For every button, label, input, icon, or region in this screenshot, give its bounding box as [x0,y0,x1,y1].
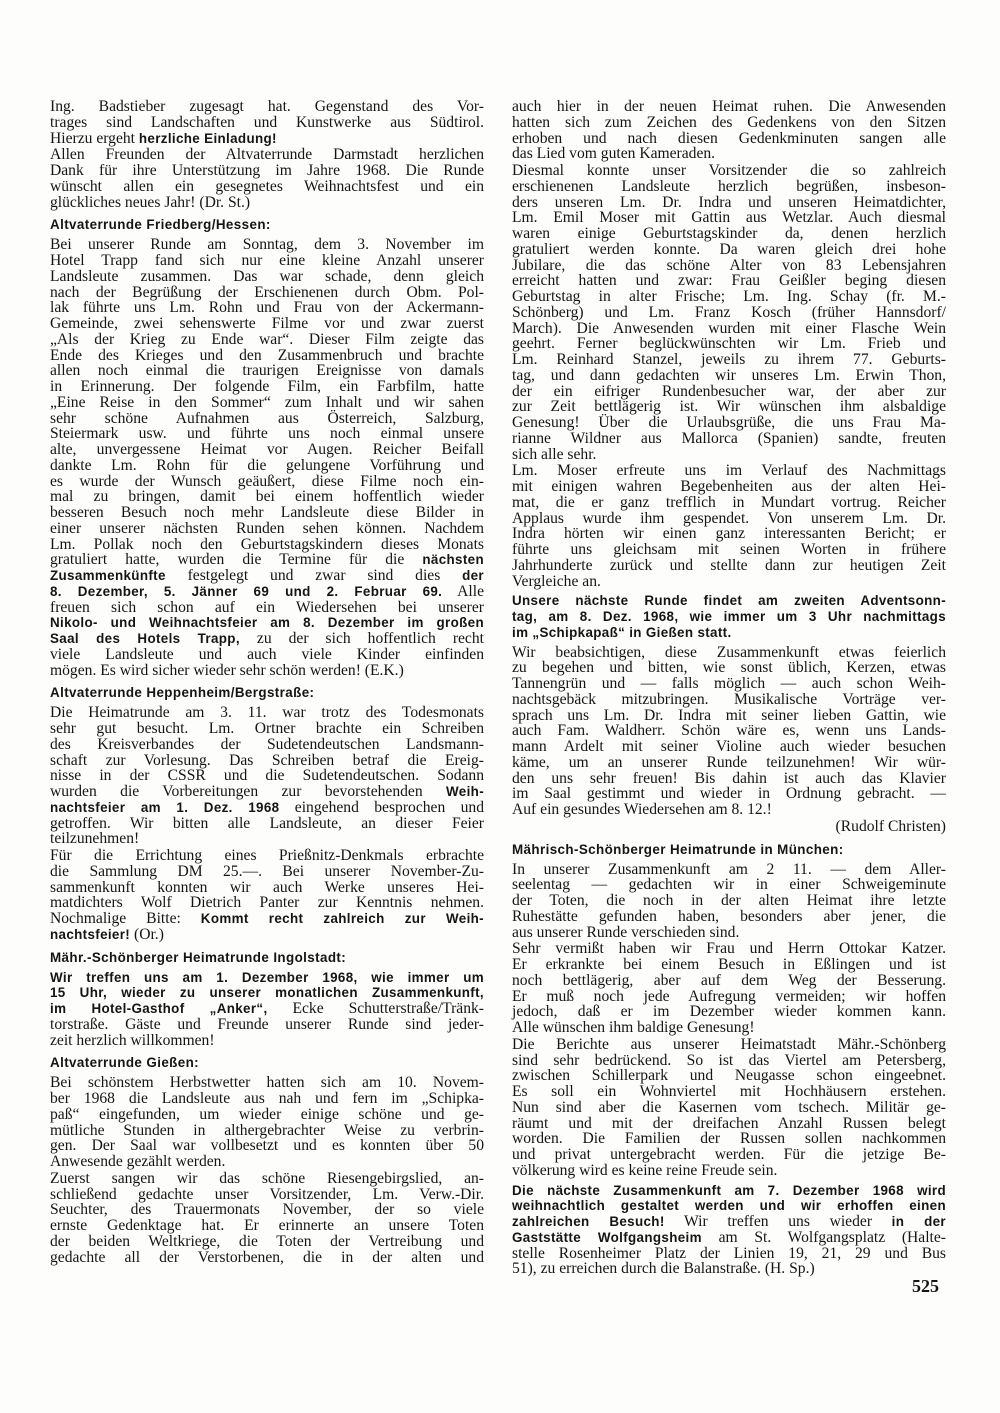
text-line: völkerung wird es keine reine Freude sein. [512,1161,778,1179]
paragraph [50,237,484,678]
text-line: Wir beabsichtigen, diese Zusammenkunft etwas feierlich [512,643,946,661]
text-line: Bei unserer Runde am Sonntag, dem 3. November im [50,236,484,254]
text-line: mögen. Es wird sicher wieder sehr schön werden! (E.K.) [50,661,404,679]
text-line: Anwesende gezählt werden. [50,1153,226,1170]
text-line: torstraße. Gäste und Freunde unserer Runde sind jeder- [50,1015,484,1033]
text-line: besseren Besuch noch mehr Landsleute diese Bilder in [50,504,484,521]
bold-text: Kommt recht zahlreich zur Weih- [200,911,484,926]
text-line: Zusammenkünfte festgelegt und zwar sind dies der [50,567,484,584]
text-line: es wurde der Wunsch geäußert, diese Filme noch ein- [50,472,484,490]
text-line: geehrt. Ferner beglückwünschten wir Lm. Frieb und [512,335,946,353]
text-line: Schönberg) und Lm. Franz Kosch (früher Hannsdorf/ [512,303,946,321]
text-line: mal zu bringen, damit bei einem hoffentlich wieder [50,488,484,506]
text-line: nachtsfeier! (Or.) [50,925,164,943]
paragraph [50,848,484,943]
text-line: Seuchter, des Trauermonats November, der so viele [50,1201,484,1219]
text-line: mat, die er ganz trefflich in Mundart vortrug. Reicher [512,493,946,511]
text-line: wurden die Vorbereitungen zur bevorstehenden Weih- [50,783,484,800]
text-line: den uns sehr freuen! Bis dahin ist auch das Klavier [512,769,946,787]
paragraph [512,1037,946,1179]
text-line: mann Ardelt mit seiner Violine auch wieder besuchen [512,738,946,755]
text-line: stelle Rosenheimer Platz der Linien 19, 21, 29 und Bus [512,1244,946,1262]
text-line: Ing. Badstieber zugesagt hat. Gegenstand des Vor- [50,98,484,115]
text-line: nach der Begrüßung der Erschienenen durch Obm. Pol- [50,283,484,301]
text-line: auch Fam. Waldherr. Schön wäre es, wenn uns Lands- [512,722,946,740]
text-line: sprach uns Lm. Dr. Indra mit seiner lieben Gattin, wie [512,706,946,724]
text-line: Jahrhunderte zurück und stellte dann zur heutigen Zeit [512,556,946,574]
text-line: sind sehr bedrückend. So ist das Viertel am Petersberg, [512,1051,946,1069]
text-line [512,1183,946,1199]
text-line: Nochmalige Bitte: Kommt recht zahlreich zur Weih- [50,910,484,927]
text-line: räumt und mit der dreifachen Anzahl Russen belegt [512,1114,946,1132]
text-line: im Hotel-Gasthof „Anker“, Ecke Schutterstraße/Tränk- [50,1000,484,1017]
bold-text: Zusammenkünfte [50,568,166,583]
bold-text: zahlreichen Besuch! [512,1214,665,1229]
text-line: im Saal gestimmt und wieder in Ordnung gebracht. — [512,785,946,803]
text-line: Gaststätte Wolfgangsheim am St. Wolfgangsplatz (Halte- [512,1228,946,1246]
text-line: wünscht allen ein gesegnetes Weihnachtsfest und ein [50,177,484,195]
text-line: Für die Errichtung eines Prießnitz-Denkmals erbrachte [50,847,484,864]
text-line: sehr schöne Aufnahmen aus Österreich, Salzburg, [50,409,484,427]
text-line: das Lied vom guten Kameraden. [512,145,716,163]
text-line: die Sammlung DM 25.—. Bei unserer November-Zu- [50,862,484,880]
text-line: „Als der Krieg zu Ende war“. Dieser Film zeigte das [50,330,484,348]
text-line: erschienenen Landsleute herzlich begrüßen, insbeson- [512,177,946,195]
text-line: Bei schönstem Herbstwetter hatten sich am 10. Novem- [50,1074,484,1092]
text-line: Er muß noch jede Aufregung vermeiden; wir hoffen [512,987,946,1005]
text-line: mit einigen wahren Begebenheiten aus der alten Hei- [512,478,946,495]
text-line: dankte Lm. Rohn für die gelungene Vorführung und [50,456,484,474]
text-line: Zuerst sangen wir das schöne Riesengebirgslied, an- [50,1169,484,1187]
text-line: gen. Der Saal war vollbesetzt und es konnten über 50 [50,1137,484,1155]
text-line: ernste Gedenktage hat. Er erinnerte an unsere Toten [50,1217,484,1234]
paragraph [512,163,946,462]
section-heading: Altvaterrunde Friedberg/Hessen: [50,217,271,233]
author-signature [512,819,946,835]
text-line: zwischen Schillerpark und Neugasse schon eingeebnet. [512,1067,946,1085]
text-line: trages sind Landschaften und Kunstwerke aus Südtirol. [50,113,484,131]
text-line: allen noch einmal die traurigen Ereignisse von damals [50,362,484,380]
text-line: käme, um an unserer Runde teilzunehmen! Wir wür- [512,753,946,771]
text-line: viele Landsleute und auch viele Kinder einfinden [50,645,484,663]
section-heading: Mähr.-Schönberger Heimatrunde Ingolstadt: [50,949,347,965]
text-line: zur Zeit bettlägerig ist. Wir wünschen ihm alsbaldige [512,398,946,416]
text-line: der beiden Weltkriege, die Toten der Vertreibung und [50,1232,484,1250]
text-line: Applaus wurde ihm gespendet. Von unserem Lm. Dr. [512,509,946,527]
text-line: hatten sich zum Zeichen des Gedenkens von den Sitzen [512,113,946,131]
text-line: Nun sind aber die Kasernen vom tschech. Militär ge- [512,1098,946,1116]
text-line: March). Die Anwesenden wurden mit einer Flasche Wein [512,319,946,337]
text-line: „Eine Reise in den Sommer“ zum Inhalt und wir sahen [50,393,484,411]
bold-text: Die nächste Zusammenkunft am 7. Dezember 1968 wird [512,1182,946,1198]
paragraph [50,1171,484,1266]
text-line: Tannengrün und — falls möglich — auch schon Weih- [512,675,946,692]
text-line: nachtsgebäck mitzubringen. Musikalische Vorträge ver- [512,690,946,708]
text-line: nisse in der CSSR und die Sudetendeutschen. Sodann [50,767,484,785]
page-number: 525 [912,1276,939,1296]
text-line: matdichters Wolf Dietrich Panter zur Kenntnis nehmen. [50,894,484,912]
text-line: Ruhestätte gefunden haben, besonders aber jener, die [512,907,946,925]
paragraph [512,645,946,818]
text-line: rianne Wildner aus Mallorca (Spanien) sandte, freuten [512,429,946,447]
text-line: Die Heimatrunde am 3. 11. war trotz des Todesmonats [50,704,484,722]
text-line: der Toten, die noch in der alten Heimat ihre letzte [512,892,946,909]
text-line: einer unserer nächsten Runden sehen können. Nachdem [50,519,484,537]
bold-text: herzliche Einladung! [138,130,277,146]
text-line: zahlreichen Besuch! Wir treffen uns wieder in der [512,1213,946,1230]
bold-text: Wir treffen uns am 1. Dezember 1968, wie immer um [50,969,484,985]
text-line: Dank für ihre Unterstützung im Jahre 1968. Die Runde [50,162,484,179]
section-heading: Mährisch-Schönberger Heimatrunde in München: [512,841,844,857]
text-line: freuen sich schon auf ein Wiedersehen bei unserer [50,598,484,616]
text-line: zeit herzlich willkommen! [50,1031,215,1049]
text-line: Unsere nächste Runde findet am zweiten Adventsonn- [512,593,946,609]
text-line: Indra hörten wir einen ganz interessanten Bericht; er [512,525,946,543]
text-line: in Erinnerung. Der folgende Film, ein Farbfilm, hatte [50,378,484,395]
paragraph [512,941,946,1036]
text-line: Vergleiche an. [512,572,601,590]
text-line: schaft zur Vorlesung. Das Schreiben betraf die Ereig- [50,751,484,769]
text-line: gratuliert hatte, wurden die Termine für die nächsten [50,551,484,569]
text-line [50,615,484,631]
text-line: nachtsfeier am 1. Dez. 1968 eingehend besprochen und [50,798,484,816]
bold-text: in der [891,1214,946,1229]
text-line: auch hier in der neuen Heimat ruhen. Die Anwesenden [512,98,946,115]
bold-text: 15 Uhr, wieder zu unserer monatlichen Zusammenkunft, [50,985,484,1001]
text-line: Es soll ein Wohnviertel mit Hochhäusern erstehen. [512,1083,946,1100]
text-line: Lm. Pollak noch den Geburtstagskindern dieses Monats [50,535,484,553]
text-line: Jubilare, die das schöne Alter von 83 Lebensjahren [512,256,946,274]
text-line: gratuliert werden konnte. Da waren gleich drei hohe [512,240,946,258]
paragraph [50,1075,484,1170]
paragraph [512,862,946,941]
text-line: Die Berichte aus unserer Heimatstadt Mähr.-Schönberg [512,1035,946,1053]
text-line: Lm. Reinhard Stanzel, jeweils zu ihrem 77. Geburts- [512,351,946,368]
text-line: tag, und dann gedachten wir unseres Lm. Erwin Thon, [512,366,946,384]
text-line: Gemeinde, zwei sehenswerte Filme vor und zwar zuerst [50,315,484,332]
text-line: sich alle sehr. [512,445,597,463]
paragraph [50,147,484,210]
text-line: sehr gut besucht. Lm. Ortner brachte ein Schreiben [50,720,484,737]
text-line: teilzunehmen! [50,830,140,848]
bold-text: nächsten [422,552,484,568]
bold-text: Weih- [446,784,484,799]
bold-text: 8. Dezember, 5. Jänner 69 und 2. Februar 69. [50,583,443,599]
paragraph [512,1183,946,1278]
right-column [512,99,946,1278]
text-line: Ende des Krieges und den Zusammenbruch und brachte [50,346,484,364]
bold-text: Gaststätte Wolfgangsheim [512,1229,702,1245]
paragraph [512,463,946,589]
text-line: zu begehen und bitten, wie sonst üblich, Kerzen, etwas [512,659,946,677]
text-line: Auf ein gesundes Wiedersehen am 8. 12.! [512,801,772,818]
text-line: jedoch, daß er im Dezember wieder kommen kann. [512,1003,946,1021]
text-line: Allen Freunden der Altvaterrunde Darmstadt herzlichen [50,146,484,164]
text-line: Steiermark usw. und führte uns noch einmal unsere [50,425,484,443]
text-line: lak führte uns Lm. Rohn und Frau von der Ackermann- [50,299,484,317]
paragraph [50,970,484,1049]
text-line: tag, am 8. Dez. 1968, wie immer um 3 Uhr nachmittags [512,609,946,624]
text-line: gedachte all der Verstorbenen, die in der alten und [50,1248,484,1266]
text-line: worden. Die Familien der Russen sollen nachkommen [512,1130,946,1148]
text-line: im „Schipkapaß“ in Gießen statt. [512,624,732,640]
paragraph [50,705,484,847]
text-line: mütliche Stunden in althergebrachter Weise zu verbrin- [50,1121,484,1139]
text-line: waren einige Geburtstagskinder da, denen herzlich [512,225,946,242]
bold-text: der [462,568,484,583]
text-line: Hotel Trapp fand sich nur eine kleine Anzahl unserer [50,252,484,269]
text-line: Lm. Emil Moser mit Gattin aus Wetzlar. Auch diesmal [512,209,946,227]
text-line: Landsleute zusammen. Das war schade, denn gleich [50,267,484,285]
bold-text: Saal des Hotels Trapp, [50,631,240,646]
text-line: In unserer Zusammenkunft am 2 11. — dem Aller- [512,860,946,878]
text-line: aus unserer Runde verschieden sind. [512,923,740,941]
text-line: Lm. Moser erfreute uns im Verlauf des Nachmittags [512,462,946,480]
text-line: (Rudolf Christen) [835,817,946,835]
text-line: alte, unvergessene Heimat vor Augen. Reicher Beifall [50,441,484,458]
text-line: 8. Dezember, 5. Jänner 69 und 2. Februar 69. Alle [50,582,484,600]
text-line: Geburtstag in alter Frische; Lm. Ing. Schay (fr. M.- [512,288,946,305]
text-line: Saal des Hotels Trapp, zu der sich hoffentlich recht [50,630,484,647]
text-line: Er erkrankte bei einem Besuch in Eßlingen und ist [512,956,946,973]
bold-text: nachtsfeier am 1. Dez. 1968 [50,799,280,815]
text-line: schließend gedachte unser Vorsitzender, Lm. Verw.-Dir. [50,1185,484,1203]
text-line [50,970,484,986]
text-line: noch bettlägerig, aber auf dem Weg der Besserung. [512,971,946,989]
text-line: Sehr vermißt haben wir Frau und Herrn Ottokar Katzer. [512,940,946,958]
text-line: erhoben und nach diesen Gedenkminuten sangen alle [512,129,946,147]
bold-text: im Hotel-Gasthof „Anker“, [50,1001,268,1016]
paragraph [512,99,946,162]
text-line: ders unseren Lm. Dr. Indra und unseren Heimatdichter, [512,193,946,211]
text-line: getroffen. Wir bitten alle Landsleute, an dieser Feier [50,814,484,832]
bold-text: nachtsfeier! [50,926,131,942]
text-line: führte uns gleichsam mit seinen Worten in frühere [512,541,946,558]
text-line: und privat untergebracht werden. Für die jetzige Be- [512,1146,946,1163]
text-line: Diesmal konnte unser Vorsitzender die so zahlreich [512,162,946,179]
text-line: paß“ eingefunden, um wieder einige schöne und ge- [50,1105,484,1123]
bold-text: Nikolo- und Weihnachtsfeier am 8. Dezember im großen [50,615,484,631]
text-line: glückliches neues Jahr! (Dr. St.) [50,193,251,211]
text-line: sammenkunft konnten wir auch Werke unseres Hei- [50,878,484,896]
text-line: erreicht hatten und zwar: Frau Geißler beging diesen [512,272,946,290]
text-line: 51), zu erreichen durch die Balanstraße. (H. Sp.) [512,1260,815,1278]
left-column [50,99,484,1266]
paragraph [50,99,484,146]
text-line: Hierzu ergeht herzliche Einladung! [50,129,277,147]
text-line: des Kreisverbandes der Sudetendeutschen Landsmann- [50,735,484,753]
text-line: Genesung! Über die Urlaubsgrüße, die uns Frau Ma- [512,414,946,431]
text-line: der ein eifriger Rundenbesucher war, der aber zur [512,382,946,400]
text-line: seelentag — gedachten wir in einer Schweigeminute [512,876,946,894]
section-heading: Altvaterrunde Heppenheim/Bergstraße: [50,685,315,701]
announcement-paragraph [512,593,946,640]
section-heading: Altvaterrunde Gießen: [50,1055,200,1071]
text-line [50,985,484,1001]
bold-text: weihnachtlich gestaltet werden und wir erhoffen einen [512,1198,946,1214]
text-line: Alle wünschen ihm baldige Genesung! [512,1019,755,1036]
text-line [512,1198,946,1214]
text-line: ber 1968 die Landsleute aus nah und fern im „Schipka- [50,1090,484,1107]
